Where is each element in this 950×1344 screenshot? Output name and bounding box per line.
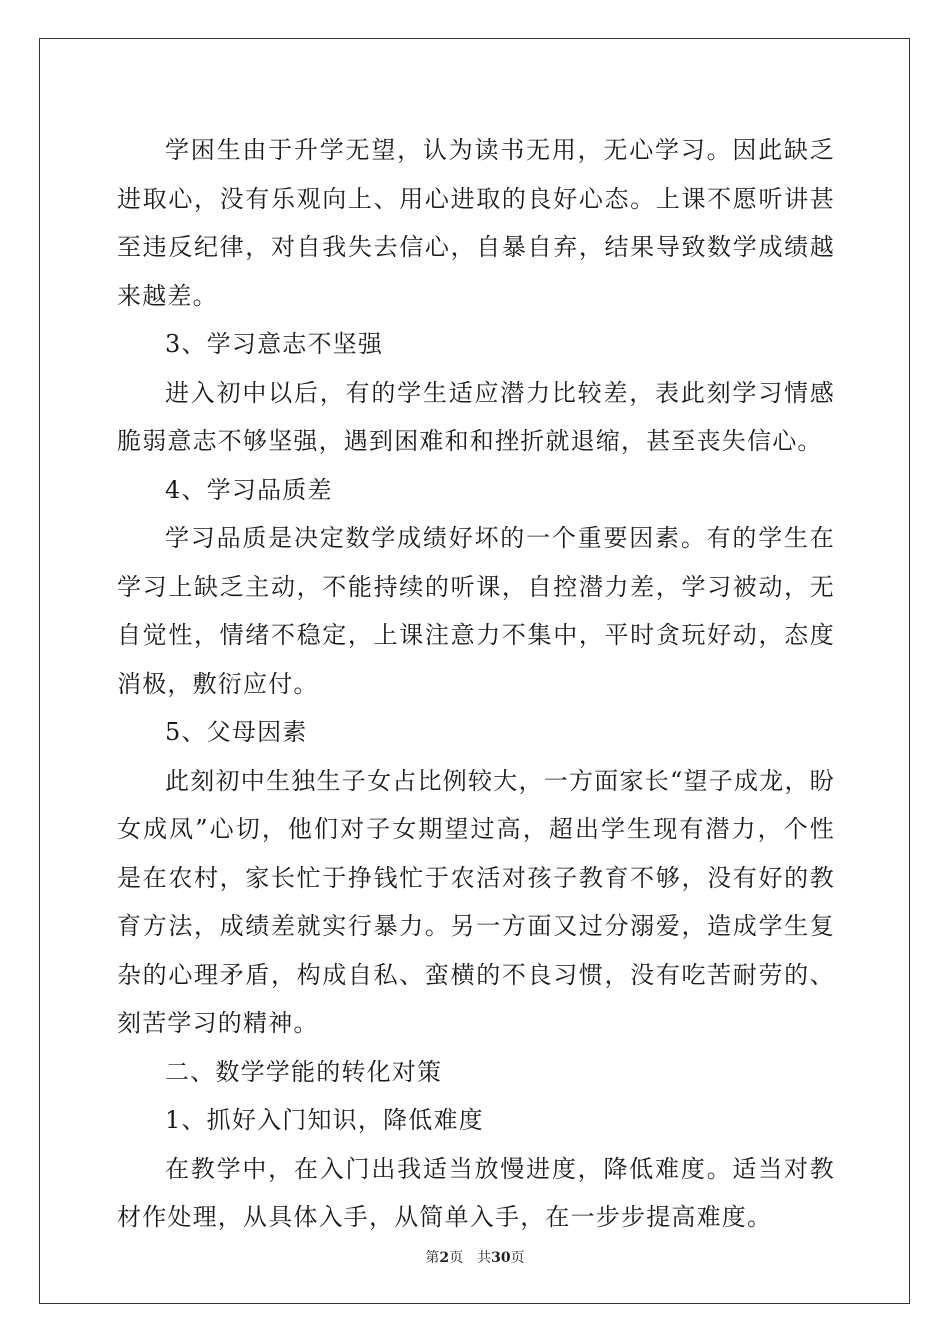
document-body — [117, 126, 835, 1242]
footer-page-suffix: 页 — [449, 1250, 464, 1266]
chapter-heading: 二、数学学能的转化对策 — [165, 1057, 443, 1086]
paragraph: 学习品质是决定数学成绩好坏的一个重要因素。有的学生在学习上缺乏主动，不能持续的听课，自控潜力差，学习被动，无自觉性，情绪不稳定，上课注意力不集中，平时贪玩好动，态度消极，敷衍应付。 — [117, 524, 835, 698]
section-heading: 3、学习意志不坚强 — [165, 330, 384, 358]
total-pages-number: 30 — [491, 1250, 511, 1266]
footer-prefix: 第 — [425, 1250, 440, 1266]
section-heading: 1、抓好入门知识，降低难度 — [165, 1106, 484, 1134]
paragraph: 进入初中以后，有的学生适应潜力比较差，表此刻学习情感脆弱意志不够坚强，遇到困难和和挫折就退缩，甚至丧失信心。 — [117, 378, 835, 455]
footer-total-prefix: 共 — [477, 1250, 492, 1266]
paragraph: 此刻初中生独生子女占比例较大，一方面家长“望子成龙，盼女成凤”心切，他们对子女期望过高，超出学生现有潜力，个性是在农村，家长忙于挣钱忙于农活对孩子教育不够，没有好的教育方法，成绩差就实行暴力。另一方面又过分溺爱，造成学生复杂的心理矛盾，构成自私、蛮横的不良习惯，没有吃苦耐劳的、刻苦学习的精神。 — [117, 766, 835, 1037]
paragraph: 学困生由于升学无望，认为读书无用，无心学习。因此缺乏进取心，没有乐观向上、用心进取的良好心态。上课不愿听讲甚至违反纪律，对自我失去信心，自暴自弃，结果导致数学成绩越来越差。 — [117, 136, 835, 310]
section-heading: 4、学习品质差 — [165, 475, 333, 504]
section-heading: 5、父母因素 — [165, 718, 308, 746]
current-page-number: 2 — [439, 1250, 450, 1266]
paragraph: 在教学中，在入门出我适当放慢进度，降低难度。适当对教材作处理，从具体入手，从简单入手，在一步步提高难度。 — [117, 1154, 835, 1231]
page-footer — [0, 1247, 950, 1267]
footer-total-suffix: 页 — [510, 1250, 525, 1266]
